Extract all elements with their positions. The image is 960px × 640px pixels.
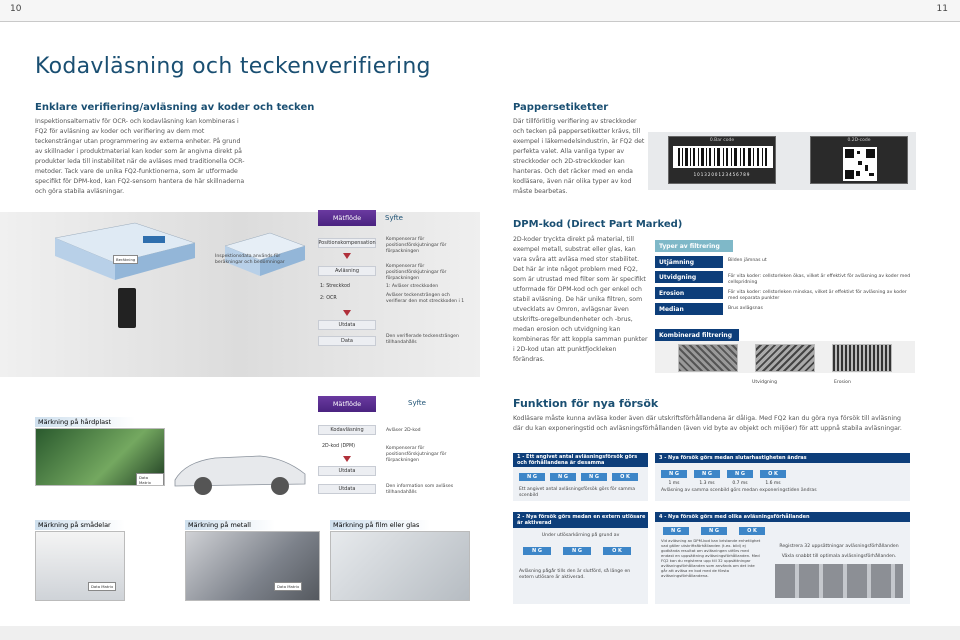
mark-ok: O K xyxy=(612,473,638,481)
retry-heading: Funktion för nya försök xyxy=(513,397,659,410)
flow2-desc-2: Den information som avläses tillhandahålls xyxy=(386,484,454,496)
mark-ng: N G xyxy=(727,470,753,478)
caption-film: Märkning på film eller glas xyxy=(330,520,430,530)
mark-ng: N G xyxy=(581,473,607,481)
retry-box-1 xyxy=(513,453,648,501)
combo-label-1: Erosion xyxy=(834,380,851,385)
filter-name-0: Utjämning xyxy=(655,256,723,268)
retry-box-4 xyxy=(655,512,910,604)
page-footer xyxy=(0,626,960,640)
retry-box-3-title: 3 - Nya försök görs medan slutarhastigheten ändras xyxy=(655,453,910,463)
retry-box-4-note: Vid avläsning av DPM-kod kan bristande enhetlighet vad gäller utskriftsförhållanden (t.ex. bild) ej godkända resultat om avläsningen utförs med endast en uppsättning avläsningsförhållanden. Med FQ2 kan du registrera upp till 32 uppsättningar avläsningsförhållanden som används om det inte går att avläsa en kod med de första avläsningsförhållandena. xyxy=(661,538,761,578)
photo-metall xyxy=(185,531,320,601)
intro-heading: Enklare verifiering/avläsning av koder och tecken xyxy=(35,102,315,113)
mark-ng: N G xyxy=(694,470,720,478)
caption-hardplast: Märkning på hårdplast xyxy=(35,417,135,427)
retry-box-4-view: Växla snabbt till optimala avläsningsförhållanden. xyxy=(781,554,897,559)
retry-paragraph: Kodläsare måste kunna avläsa koder även där utskriftsförhållandena är dåliga. Med FQ2 kan du göra nya försök till avläsning där du kan exponeringstid och avläsningsförhållanden (även vid byte av objekt och miljöer) för att uppnå stabila avläsningar. xyxy=(513,415,902,432)
time-label: 1 ms xyxy=(668,481,680,486)
label-note: Inspektionsdata används för beräkningar och bedömningar xyxy=(215,254,285,266)
flow1-header-left: Mätflöde xyxy=(318,210,376,226)
barcode-screen xyxy=(668,136,776,184)
screen1-title: 0.Bar code xyxy=(709,138,735,143)
retry-box-4-images xyxy=(775,564,903,598)
filter-name-2: Erosion xyxy=(655,287,723,299)
retry-box-1-title: 1 - Ett angivet antal avläsningsförsök görs och förhållandena är desamma xyxy=(513,453,648,467)
dpm-sample-2 xyxy=(755,344,815,372)
time-label: 0.7 ms xyxy=(732,481,748,486)
photo-film xyxy=(330,531,470,601)
mark-ng: N G xyxy=(701,527,727,535)
flow1-step-1: Avläsning xyxy=(318,266,376,276)
retry-box-2-title: 2 - Nya försök görs medan en extern utlösare är aktiverad xyxy=(513,512,648,528)
barcode-graphic xyxy=(673,146,773,168)
flow1-desc-0: Kompenserar för positionsförskjutningar för förpackningen xyxy=(386,237,447,255)
page-number-left: 10 xyxy=(10,4,22,14)
mark-ok: O K xyxy=(760,470,786,478)
mark-ng: N G xyxy=(550,473,576,481)
dpm-paragraph: 2D-koder tryckta direkt på material, till exempel metall, substrat eller glas, kan vara svåra att avläsa med stor stabilitet. Det här är inte något problem med FQ2, som är utrustad med filter som är specifikt utformade för DPM-kod och ger enkel och stabil avläsning. De här unika filtren, som utvecklats av Omron, avlägsnar även utskrifts-oregelbundenheter och -brus, medan erosion och utvidgning kan kombineras för att koppla samman punkter i 2D-kod utan att punktfjockleken förändras. xyxy=(513,236,648,363)
retry-box-2 xyxy=(513,512,648,604)
fq2-sensor-1 xyxy=(118,288,136,328)
mark-ok: O K xyxy=(603,547,631,555)
flow1-step-5: Data xyxy=(318,336,376,346)
retry-box-3 xyxy=(655,453,910,501)
screen2-title: 0.2D-code xyxy=(847,138,871,143)
mark-ng: N G xyxy=(519,473,545,481)
mark-ng: N G xyxy=(663,527,689,535)
data-matrix-tag: Data Matrix xyxy=(136,473,164,486)
combo-header: Kombinerad filtrering xyxy=(655,329,739,341)
data-matrix-tag: Data Matrix xyxy=(88,582,116,591)
intro-paragraph: Inspektionsalternativ för OCR- och kodavläsning kan kombineras i FQ2 för avläsning av koder och verifiering av dem mot teckensträngar utan programmering av externa enheter. På grund av skillnader i produktmaterial kan koder som är angivna direkt på produkter leda till instabilitet när de avläses med traditionella OCR-metoder. Tack vare de unika FQ2-funktionerna, som är utformade specifikt för DPM-kod, kan FQ2-sensorn hantera de här skillnaderna och göra stabila avläsningar. xyxy=(35,118,245,195)
photo-hardplast xyxy=(35,428,165,486)
qr-graphic xyxy=(843,147,877,181)
retry-box-2-note: Avläsning pågår tills den är slutförd, så länge en extern utlösare är aktiverad. xyxy=(519,569,631,581)
flow1-step-2: 1: Streckkod xyxy=(320,284,350,289)
mark-ng: N G xyxy=(661,470,687,478)
flow2-arrow xyxy=(343,456,351,462)
filter-desc-0: Bilden jämnas ut xyxy=(728,258,767,263)
flow1-arrow xyxy=(343,253,351,259)
paper-paragraph: Där tillförlitlig verifiering av streckkoder och tecken på pappersetiketter krävs, till exempel i läkemedelsindustrin, är FQ2 det perfekta valet. Alla vanliga typer av streckkoder och 2D-streckkoder kan hanteras. Och det räcker med en enda kodläsare, även när olika typer av kod måste bearbetas. xyxy=(513,118,645,195)
caption-metall: Märkning på metall xyxy=(185,520,275,530)
flow2-step-0: Kodavläsning xyxy=(318,425,376,435)
flow1-desc-2: 1: Avläser streckkoden xyxy=(386,284,439,289)
page-number-right: 11 xyxy=(936,4,948,14)
paper-heading: Pappersetiketter xyxy=(513,102,609,113)
mark-ng: N G xyxy=(523,547,551,555)
car-illustration xyxy=(165,440,315,500)
flow1-desc-4: Den verifierade teckensträngen tillhandahålls xyxy=(386,334,459,346)
packages-illustration xyxy=(45,218,205,288)
dpm-heading: DPM-kod (Direct Part Marked) xyxy=(513,219,683,230)
page-title: Kodavläsning och teckenverifiering xyxy=(35,54,431,79)
filter-desc-3: Brus avlägsnas xyxy=(728,306,763,311)
flow2-step-1: 2D-kod (DPM) xyxy=(322,444,356,449)
flow1-arrow xyxy=(343,310,351,316)
dpm-sample-1 xyxy=(678,344,738,372)
filter-name-3: Median xyxy=(655,303,723,315)
flow2-desc-0: Avläser 2D-kod xyxy=(386,428,421,433)
retry-box-3-note: Avläsning av samma scenbild görs medan exponeringstiden ändras xyxy=(661,488,817,493)
time-label: 1.3 ms xyxy=(699,481,715,486)
flow1-desc-3: Avläser teckensträngen och verifierar den mot streckkoden i 1 xyxy=(386,293,465,305)
flow2-header-left: Mätflöde xyxy=(318,396,376,412)
flow1-step-0: Positionskompensation xyxy=(318,240,376,246)
mark-ok: O K xyxy=(739,527,765,535)
caption-smadelar: Märkning på smådelar xyxy=(35,520,125,530)
screen1-number: 1013200123456789 xyxy=(693,172,751,177)
flow1-step-4: Utdata xyxy=(318,320,376,330)
page-header-bar xyxy=(0,0,960,22)
retry-box-1-note: Ett angivet antal avläsningsförsök görs för samma scenbild xyxy=(519,487,636,499)
combo-label-0: Utvidgning xyxy=(752,380,778,385)
filter-desc-2: För vita koder: cellstorleken minskas, vilket är effektivt för avläsning av koder med separata punkter xyxy=(728,290,907,302)
flow2-step-3: Utdata xyxy=(318,484,376,494)
flow1-header-right: Syfte xyxy=(385,214,403,222)
dpm-sample-3 xyxy=(832,344,892,372)
flow2-header-right: Syfte xyxy=(408,399,426,407)
data-matrix-tag: Data Matrix xyxy=(274,582,302,591)
photo-smadelar xyxy=(35,531,125,601)
time-label: 1.6 ms xyxy=(765,481,781,486)
label-beraekning: Beräkning xyxy=(113,255,138,264)
retry-box-4-reg: Registrera 32 uppsättningar avläsningsförhållanden xyxy=(779,544,899,549)
retry-box-2-sub: Under utlösarkörning på grund av xyxy=(541,533,620,538)
filter-desc-1: För vita koder: cellstorleken ökas, vilket är effektivt för avläsning av koder med cellspridning xyxy=(728,274,911,286)
filter-name-1: Utvidgning xyxy=(655,271,723,283)
qr-screen xyxy=(810,136,908,184)
flow2-desc-1: Kompenserar för positionsförskjutningar för förpackningen xyxy=(386,446,447,464)
retry-box-4-title: 4 - Nya försök görs med olika avläsningsförhållanden xyxy=(655,512,910,522)
flow2-step-2: Utdata xyxy=(318,466,376,476)
flow1-step-3: 2: OCR xyxy=(320,296,337,301)
mark-ng: N G xyxy=(563,547,591,555)
flow1-desc-1: Kompenserar för positionsförskjutningar för förpackningen xyxy=(386,264,447,282)
filter-header: Typer av filtrering xyxy=(655,240,733,252)
